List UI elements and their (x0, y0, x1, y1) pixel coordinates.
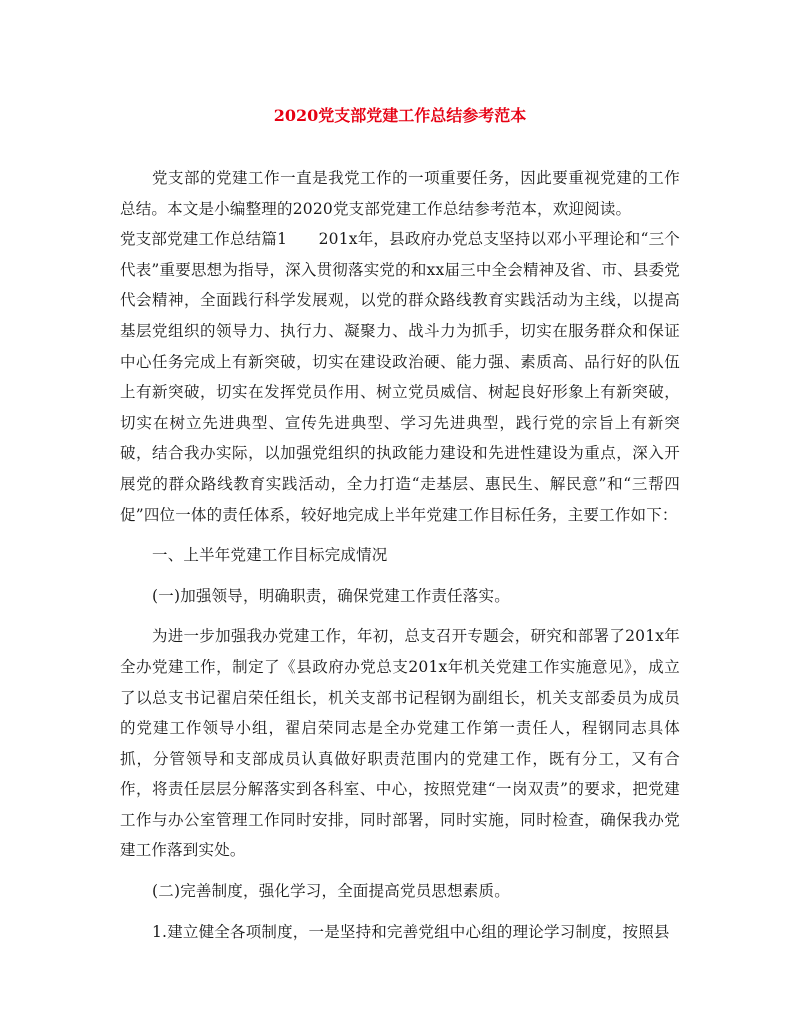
intro-paragraph: 党支部的党建工作一直是我党工作的一项重要任务，因此要重视党建的工作总结。本文是小编整理的2020党支部党建工作总结参考范本，欢迎阅读。 (120, 169, 680, 218)
document-body (120, 163, 680, 947)
summary-paragraph: 党支部党建工作总结篇1 201x年，县政府办党总支坚持以邓小平理论和“三个代表”重要思想为指导，深入贯彻落实党的和xx届三中全会精神及省、市、县委党代会精神，全面践行科学发展观，以党的群众路线教育实践活动为主线，以提高基层党组织的领导力、执行力、凝聚力、战斗力为抓手，切实在服务群众和保证中心任务完成上有新突破，切实在建设政治硬、能力强、素质高、品行好的队伍上有新突破，切实在发挥党员作用、树立党员威信、树起良好形象上有新突破，切实在树立先进典型、宣传先进典型、学习先进典型，践行党的宗旨上有新突破，结合我办实际，以加强党组织的执政能力建设和先进性建设为重点，深入开展党的群众路线教育实践活动，全力打造“走基层、惠民生、解民意”和“三帮四促”四位一体的责任体系，较好地完成上半年党建工作目标任务，主要工作如下： (120, 230, 680, 524)
section-heading: 一、上半年党建工作目标完成情况 (152, 546, 388, 565)
subsection-heading-2: (二)完善制度，强化学习，全面提高党员思想素质。 (152, 882, 510, 901)
document-title: 2020党支部党建工作总结参考范本 (273, 106, 527, 125)
subsection-heading-1: (一)加强领导，明确职责，确保党建工作责任落实。 (152, 586, 510, 605)
numbered-paragraph: 1.建立健全各项制度，一是坚持和完善党组中心组的理论学习制度，按照县 (152, 922, 670, 941)
leadership-paragraph: 为进一步加强我办党建工作，年初，总支召开专题会，研究和部署了201x年全办党建工作，制定了《县政府办党总支201x年机关党建工作实施意见》，成立了以总支书记翟启荣任组长，机关支部书记程钢为副组长，机关支部委员为成员的党建工作领导小组，翟启荣同志是全办党建工作第一责任人，程钢同志具体抓，分管领导和支部成员认真做好职责范围内的党建工作，既有分工，又有合作，将责任层层分解落实到各科室、中心，按照党建“一岗双责”的要求，把党建工作与办公室管理工作同时安排，同时部署，同时实施，同时检查，确保我办党建工作落到实处。 (120, 627, 680, 860)
